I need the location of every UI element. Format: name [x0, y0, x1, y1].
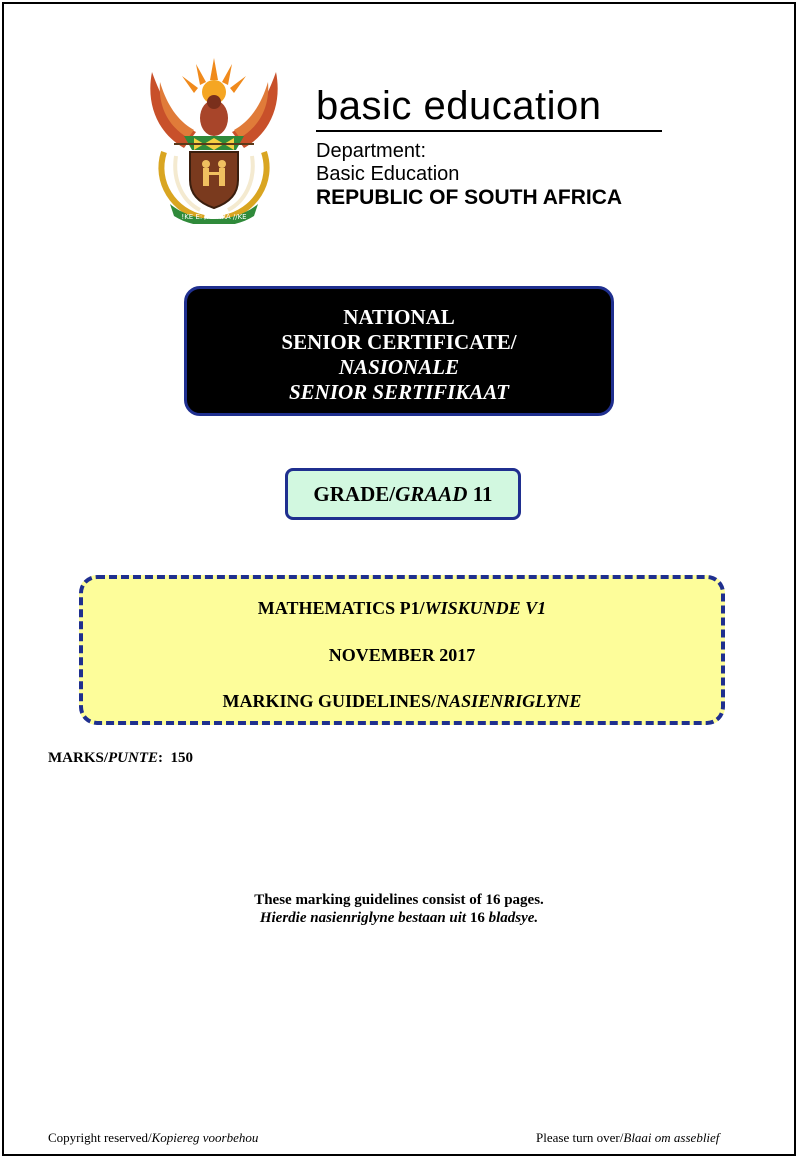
- guidelines-title-en: MARKING GUIDELINES/: [222, 691, 437, 711]
- footer-copyright-en: Copyright reserved/: [48, 1130, 152, 1145]
- grade-label-af: GRAAD: [395, 482, 468, 506]
- country-name: REPUBLIC OF SOUTH AFRICA: [316, 186, 623, 209]
- page-count-af-part1: Hierdie nasienriglyne bestaan uit: [259, 910, 470, 926]
- marks-value: 150: [170, 750, 193, 766]
- subject-title-af: WISKUNDE V1: [424, 598, 547, 618]
- page-count-af-part2: bladsye.: [484, 910, 539, 926]
- document-page: [2, 2, 796, 1156]
- grade-number: 11: [472, 482, 493, 506]
- crest-motto: !KE E: /XARRA //KE: [181, 213, 247, 221]
- certificate-line-1: NATIONAL: [343, 305, 455, 329]
- page-count-note: [4, 891, 794, 927]
- page-count-af-number: 16: [469, 910, 485, 926]
- guidelines-title: [83, 691, 721, 712]
- marks-colon: :: [158, 750, 163, 766]
- brand-title: basic education: [316, 84, 662, 132]
- marks-label-af: PUNTE: [108, 750, 158, 766]
- page-count-en: These marking guidelines consist of 16 pages.: [254, 892, 544, 908]
- certificate-line-4: SENIOR SERTIFIKAAT: [288, 380, 509, 404]
- subject-panel: [79, 575, 725, 725]
- guidelines-title-af: NASIENRIGLYNE: [436, 691, 582, 711]
- marks-label-en: MARKS/: [48, 750, 108, 766]
- certificate-line-3: NASIONALE: [338, 355, 460, 379]
- subject-title-en: MATHEMATICS P1/: [257, 598, 425, 618]
- certificate-line-2: SENIOR CERTIFICATE/: [281, 330, 517, 354]
- footer-turn-over: [536, 1130, 719, 1146]
- total-marks: [48, 750, 193, 767]
- page-count-af: [4, 909, 794, 927]
- footer-turn-over-af: Blaai om asseblief: [623, 1130, 720, 1145]
- footer-turn-over-en: Please turn over/: [536, 1130, 624, 1145]
- certificate-banner: [184, 286, 614, 416]
- footer-copyright-af: Kopiereg voorbehou: [151, 1130, 259, 1145]
- grade-label-en: GRADE/: [313, 482, 396, 506]
- department-brand: [316, 84, 666, 209]
- subject-title: [83, 598, 721, 619]
- exam-date: NOVEMBER 2017: [328, 645, 476, 665]
- coat-of-arms-icon: [144, 52, 284, 224]
- grade-badge: [285, 468, 521, 520]
- department-name: Basic Education: [316, 163, 460, 185]
- department-label: Department:: [316, 140, 427, 162]
- footer-copyright: [48, 1130, 258, 1146]
